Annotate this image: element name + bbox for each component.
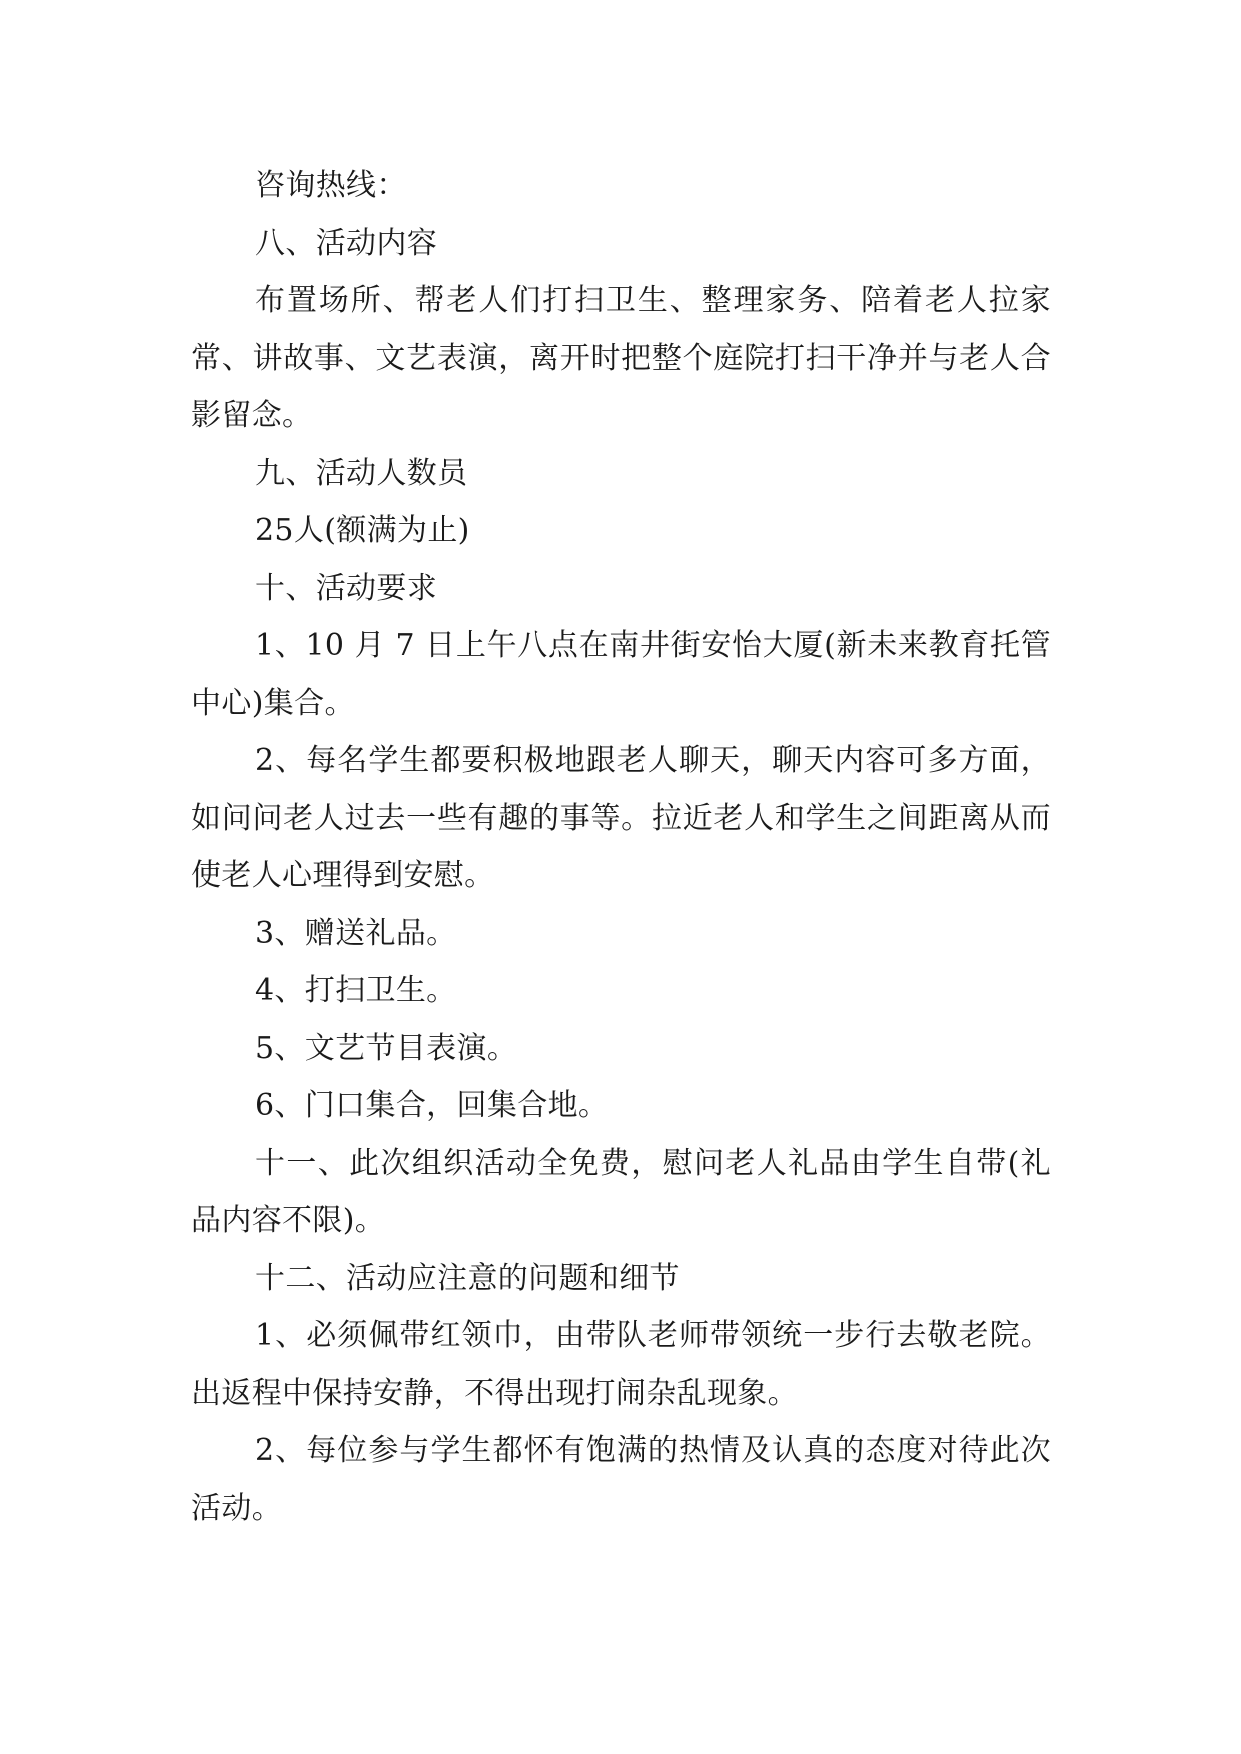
requirement-item-5: 5、文艺节目表演。 bbox=[255, 1030, 518, 1066]
consult-hotline: 咨询热线： bbox=[255, 168, 407, 203]
paragraph-activity-content: 布置场所、帮老人们打扫卫生、整理家务、陪着老人拉家常、讲故事、文艺表演，离开时把整个庭院打扫干净并与老人合影留念。 bbox=[191, 283, 1051, 433]
note-item-1: 1、必须佩带红领巾，由带队老师带领统一步行去敬老院。出返程中保持安静，不得出现打闹杂乱现象。 bbox=[191, 1318, 1051, 1411]
requirement-item-3: 3、赠送礼品。 bbox=[255, 915, 457, 951]
document-body bbox=[191, 157, 1051, 1537]
requirement-item-1: 1、10 月 7 日上午八点在南井街安怡大厦(新未来教育托管中心)集合。 bbox=[191, 628, 1051, 721]
section-heading-notes: 十二、活动应注意的问题和细节 bbox=[255, 1260, 680, 1296]
requirement-item-2: 2、每名学生都要积极地跟老人聊天，聊天内容可多方面，如问问老人过去一些有趣的事等。拉近老人和学生之间距离从而使老人心理得到安慰。 bbox=[191, 743, 1051, 893]
requirement-item-6: 6、门口集合，回集合地。 bbox=[255, 1088, 609, 1123]
section-heading-requirements: 十、活动要求 bbox=[255, 570, 438, 606]
note-item-2: 2、每位参与学生都怀有饱满的热情及认真的态度对待此次活动。 bbox=[191, 1433, 1051, 1526]
paragraph-participant-count: 25人(额满为止) bbox=[255, 513, 470, 548]
section-paragraph-free-activity: 十一、此次组织活动全免费，慰问老人礼品由学生自带(礼品内容不限)。 bbox=[191, 1145, 1051, 1238]
section-heading-participants: 九、活动人数员 bbox=[255, 455, 468, 491]
requirement-item-4: 4、打扫卫生。 bbox=[255, 973, 457, 1008]
section-heading-activity-content: 八、活动内容 bbox=[255, 225, 438, 261]
